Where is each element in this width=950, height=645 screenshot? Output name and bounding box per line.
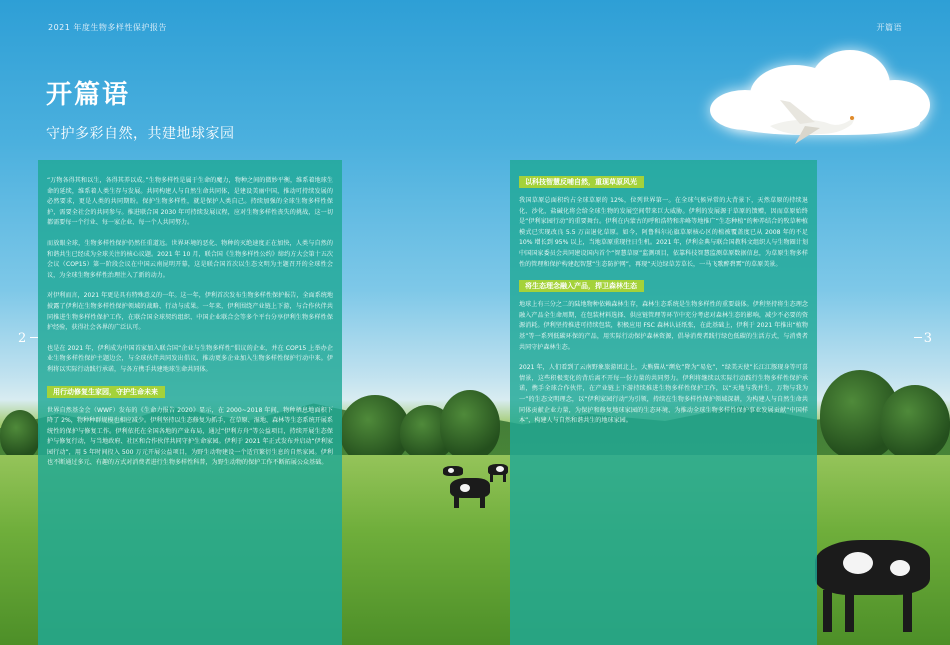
paragraph: 我国草原总面积约占全球草原的 12%，位列世界第一。在全球气候异常的大背景下，天然草原的持续退化、沙化，盐碱化将会给全球生物的发展空间带来巨大威胁。伊利的发展源于草原的馈赠，因而草原始终是“伊利家园行动”的重要舞台。伊利在内蒙古的呼和浩特和赤峰等地推广“生态种植”的种养结合的牧草种植模式已实现改良 5.5 万亩退化草原。如今，阿鲁科尔沁旗草原核心区的植被覆盖度已从 2008 年的不足 10% 增长到 95% 以上，当地草原重现往日生机。2021 年，伊利金典与联合国教科文组织人与生物圈计划中国国家委员会共同建设国内首个“智慧草原”监测项目，依靠科技智慧监测草原数据信息，为草原生物多样性的管理和保护构建起智慧“生态防护网”，再现“天边绿草芳草长，一马飞歌醉碧霄”的草原美景。: [519, 197, 808, 268]
paragraph: 对伊利而言，2021 年更是具有特殊意义的一年。这一年，伊利首次发布生物多样性保护报告，全面系统地披露了伊利在生物多样性保护领域的战略、行动与成果。一年来，伊利围绕产业链上下游，与合作伙伴共同推进生物多样性保护工作，在联合国全球契约组织、中国企业联合会等多个平台分享伊利生物多样性保护经验，获得社会各界的广泛认可。: [47, 292, 333, 332]
paragraph: 世界自然基金会（WWF）发布的《生命力报告 2020》显示，在 2000~2018 年间，物种栖息地面积下降了 2%，物种种群规模也相应减少。伊利坚持以生态修复为抓手，在草原、湿地、森林等生态系统开展系统性的保护与修复工作。伊利依托在全国各地的产业布局，通过“伊利方舟”等公益项目，持续开展生态保护与修复行动，与当地政府、社区和合作伙伴共同守护生命家园。伊利于 2021 年正式发布并启动“伊利家园行动”，用 5 年时间投入 500 万元开展公益项目，为野生动物建设一个适宜繁衍生息的自然家园。伊利也不断通过多元、有趣的方式对消费者进行生物多样性科普，为野生动物的保护工作不断拓展公众基础。: [47, 406, 333, 467]
paragraph: 地球上有三分之二的陆地物种依赖森林生存，森林生态系统是生物多样性的重要载体。伊利坚持将生态理念融入产品全生命周期，在包装材料选择、供应链管理等环节中充分考虑对森林生态的影响，减少不必要的资源消耗。伊利坚持推进可持续包装，积极应用 FSC 森林认证纸张，在此基础上，伊利于 2021 年推出“植物基”等一系列低碳环保的产品，用实际行动保护森林资源，倡导消费者践行绿色低碳的生活方式，与消费者共同守护森林生态。: [519, 301, 808, 351]
left-text-panel: [38, 160, 342, 645]
page-title: 开篇语: [46, 80, 131, 110]
cow-illustration: [443, 466, 465, 482]
paragraph: 也是在 2021 年，伊利成为中国首家加入联合国“企业与生物多样性”倡议的企业，并在 COP15 上举办企业生物多样性保护主题边会，与全球伙伴共同发出倡议，推动更多企业加入生物多样性保护行动中来。伊利将以实际行动践行承诺，与各方携手共建地球生命共同体。: [47, 344, 333, 373]
paragraph: 2021 年，人们看到了云南野象旅游团北上，大熊猫从“濒危”降为“易危”，“绿美天使”长江江豚现身等可喜情景，这些积极变化的背后离不开每一份力量的共同努力。伊利将继续以实际行动践行生物多样性保护承诺，携手全球合作伙伴，在产业链上下游持续推进生物多样性保护工作，以“天地与我并生，万物与我为一”的生态文明理念，以“伊利家园行动”为引领，持续在生物多样性保护领域深耕，为构建人与自然生命共同体贡献企业力量，为保护和修复地球家园的生态环境、为推动全球生物多样性保护事业发展贡献“中国样本”，构建人与自然和谐共生的地球家园。: [519, 364, 808, 425]
section-heading: 将生态理念融入产品，捍卫森林生态: [519, 280, 644, 292]
paragraph: “万物各得其和以生，各得其养以成。”生物多样性是属于生命的魔力，物种之间的微妙平衡，维系着地球生命的延续，维系着人类生存与发展。共同构建人与自然生命共同体，是建设美丽中国，推动可持续发展的必然要求，更是人类的共同期盼。保护生物多样性，就是保护人类自己。持续加强的全球生物多样性保护，需要全社会的共同参与。推进联合国 2030 年可持续发展议程，应对生物多样性丧失的挑战，这一切都需要每一个行业、每一家企业、每一个人共同努力。: [47, 177, 333, 227]
tree: [0, 410, 40, 460]
page-divider: [30, 337, 38, 338]
page-number-right: 3: [923, 331, 932, 346]
page-divider: [914, 337, 922, 338]
cow-illustration: [488, 464, 510, 484]
section-heading: 以科技智慧反哺自然，重现草原风光: [519, 176, 644, 188]
section-heading: 用行动修复生家园，守护生命未来: [47, 386, 165, 398]
tree: [880, 385, 950, 460]
right-text-panel: [510, 160, 817, 645]
report-title-header: 2021 年度生物多样性保护报告: [48, 23, 167, 32]
goose-illustration: [760, 96, 860, 146]
cow-illustration: [815, 540, 950, 635]
section-header: 开篇语: [876, 23, 902, 32]
paragraph: 而放眼全球，生物多样性保护仍然任重道远。世界环境的恶化、物种的灭绝速度正在加快，人类与自然的和谐共生已经成为全球关注的核心议题。2021 年 10 月，联合国《生物多样性公约》缔约方大会第十五次会议（COP15）第一阶段会议在中国云南昆明开幕，这是联合国首次以生态文明为主题召开的全球性会议，为全球生物多样性治理注入了新的动力。: [47, 239, 333, 279]
tree: [440, 390, 500, 460]
page-number-left: 2: [18, 331, 27, 346]
page-subtitle: 守护多彩自然，共建地球家园: [46, 126, 235, 142]
